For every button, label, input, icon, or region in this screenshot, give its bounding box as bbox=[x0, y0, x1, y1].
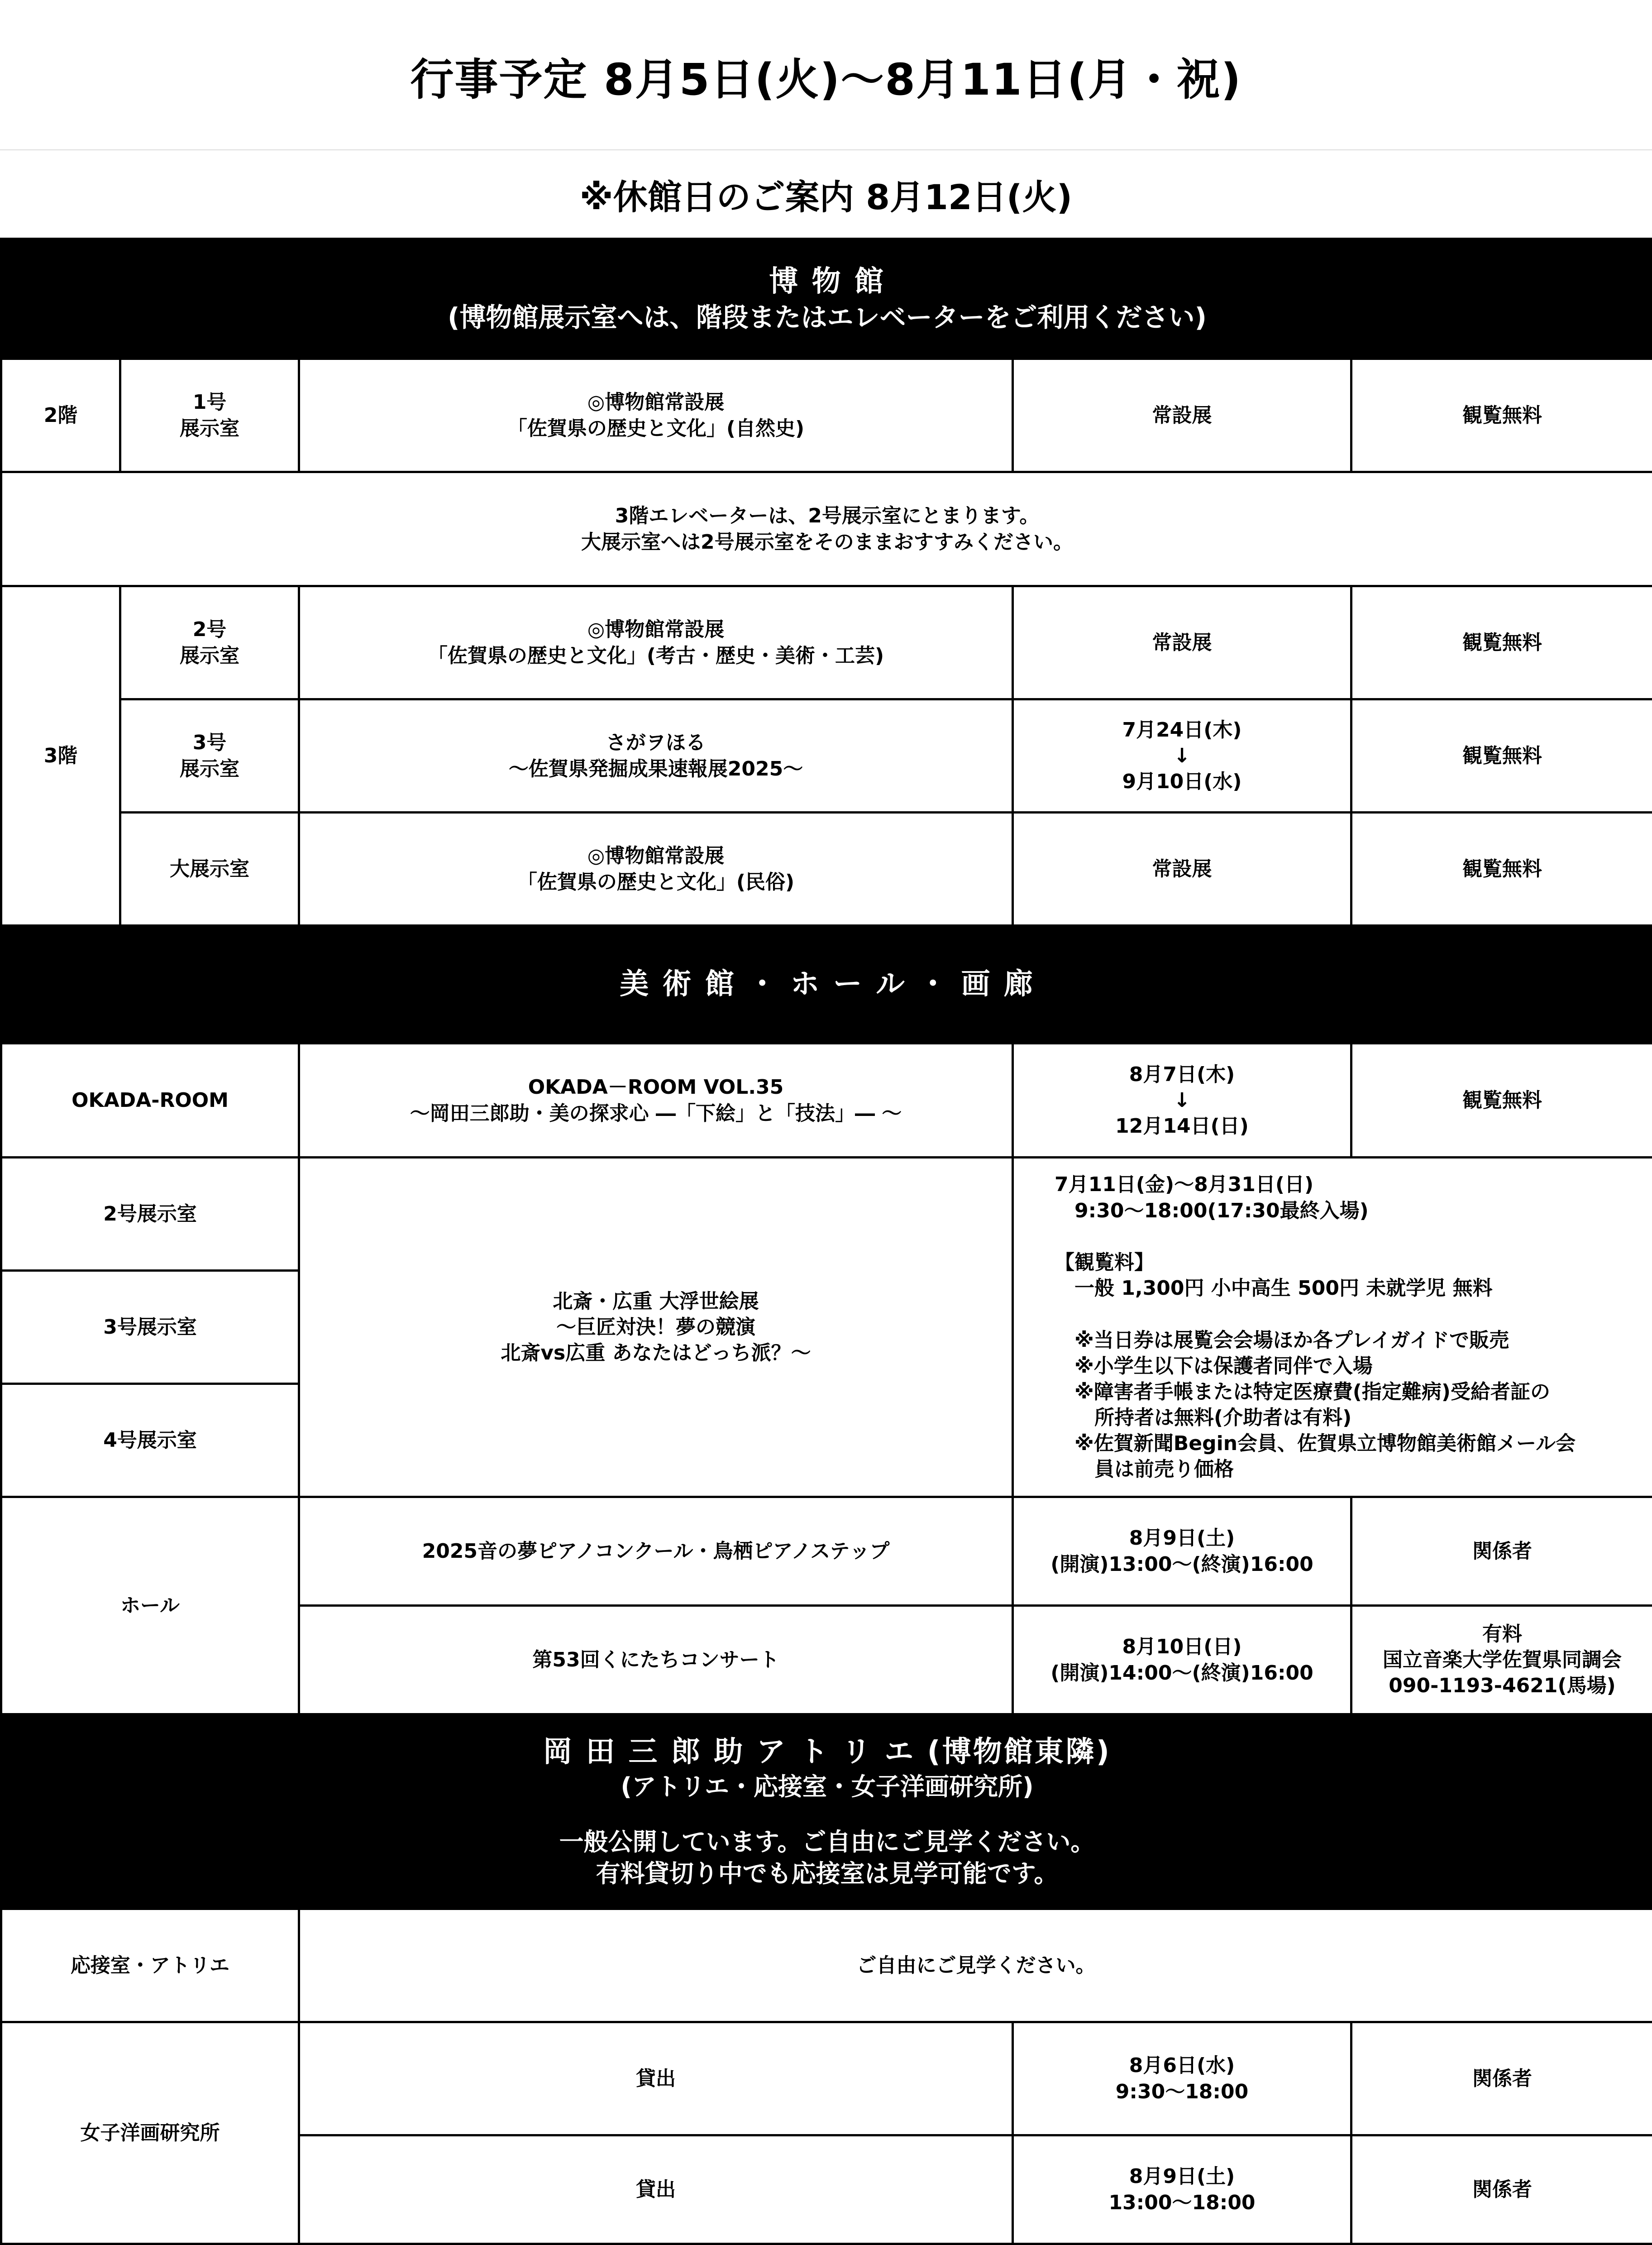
atelier-note: 一般公開しています。ご自由にご見学ください。 有料貸切り中でも応接室は見学可能です。 bbox=[2, 1826, 1652, 1890]
exhibit-period: 7月24日(木) ↓ 9月10日(水) bbox=[1013, 699, 1351, 813]
schedule-table bbox=[0, 238, 1652, 2245]
art-header bbox=[1, 926, 1652, 1044]
room-label: 大展示室 bbox=[120, 813, 299, 926]
room-label: OKADA-ROOM bbox=[1, 1044, 299, 1158]
art-header-row bbox=[1, 926, 1652, 1044]
museum-header bbox=[1, 239, 1652, 359]
table-row bbox=[1, 2022, 1652, 2135]
exhibit-period: 常設展 bbox=[1013, 359, 1351, 472]
table-row bbox=[1, 1497, 1652, 1606]
event-fee: 関係者 bbox=[1351, 1497, 1652, 1606]
room-label: 4号展示室 bbox=[1, 1384, 299, 1497]
exhibit-title: ◎博物館常設展 「佐賀県の歴史と文化」(自然史) bbox=[299, 359, 1013, 472]
event-period: 8月10日(日) (開演)14:00～(終演)16:00 bbox=[1013, 1606, 1351, 1714]
exhibit-fee: 観覧無料 bbox=[1351, 359, 1652, 472]
exhibit-fee: 観覧無料 bbox=[1351, 813, 1652, 926]
table-row bbox=[1, 699, 1652, 813]
room-label: 女子洋画研究所 bbox=[1, 2022, 299, 2244]
room-label: 応接室・アトリエ bbox=[1, 1909, 299, 2022]
table-row bbox=[1, 1909, 1652, 2022]
title-block bbox=[0, 0, 1652, 149]
museum-header-row bbox=[1, 239, 1652, 359]
atelier-heading: 岡 田 三 郎 助 ア ト リ エ (博物館東隣) bbox=[2, 1733, 1652, 1771]
exhibit-fee: 観覧無料 bbox=[1351, 1044, 1652, 1158]
event-fee: 関係者 bbox=[1351, 2135, 1652, 2244]
event-fee: 有料 国立音楽大学佐賀県同調会 090-1193-4621(馬場) bbox=[1351, 1606, 1652, 1714]
event-period: 8月9日(土) (開演)13:00～(終演)16:00 bbox=[1013, 1497, 1351, 1606]
room-label: 3号 展示室 bbox=[120, 699, 299, 813]
room-label: 2号展示室 bbox=[1, 1158, 299, 1271]
exhibit-details: 7月11日(金)～8月31日(日) 9:30～18:00(17:30最終入場) 【観覧料】 一般 1,300円 小中高生 500円 未就学児 無料 ※当日券は展覧会会場ほか各プレイガイドで販売 ※小学生以下は保護者同伴で入場 ※障害者手帳または特定医療費(指定難病)受給者証の 所持者は無料(介助者は有料) ※佐賀新聞Begin会員、佐賀県立博物館美術館メール会 員は前売り価格 bbox=[1013, 1158, 1652, 1497]
exhibit-title: ◎博物館常設展 「佐賀県の歴史と文化」(考古・歴史・美術・工芸) bbox=[299, 586, 1013, 699]
room-label: 3号展示室 bbox=[1, 1271, 299, 1384]
floor-label: 3階 bbox=[1, 586, 120, 926]
room-label: 2号 展示室 bbox=[120, 586, 299, 699]
event-period: 8月9日(土) 13:00～18:00 bbox=[1013, 2135, 1351, 2244]
table-row bbox=[1, 1158, 1652, 1271]
reception-text: ご自由にご見学ください。 bbox=[299, 1909, 1652, 2022]
atelier-subheading: (アトリエ・応接室・女子洋画研究所) bbox=[2, 1771, 1652, 1803]
closed-notice: ※休館日のご案内 8月12日(火) bbox=[0, 149, 1652, 239]
event-fee: 関係者 bbox=[1351, 2022, 1652, 2135]
exhibit-fee: 観覧無料 bbox=[1351, 699, 1652, 813]
event-title: 2025音の夢ピアノコンクール・鳥栖ピアノステップ bbox=[299, 1497, 1013, 1606]
table-row bbox=[1, 359, 1652, 472]
atelier-header-row bbox=[1, 1714, 1652, 1909]
event-title: 貸出 bbox=[299, 2135, 1013, 2244]
exhibit-title: ◎博物館常設展 「佐賀県の歴史と文化」(民俗) bbox=[299, 813, 1013, 926]
event-period: 8月6日(水) 9:30～18:00 bbox=[1013, 2022, 1351, 2135]
elevator-note: 3階エレベーターは、2号展示室にとまります。 大展示室へは2号展示室をそのままおすすみください。 bbox=[1, 472, 1652, 586]
event-title: 第53回くにたちコンサート bbox=[299, 1606, 1013, 1714]
exhibit-period: 常設展 bbox=[1013, 586, 1351, 699]
museum-heading: 博 物 館 bbox=[2, 263, 1652, 301]
atelier-header bbox=[1, 1714, 1652, 1909]
table-row bbox=[1, 1044, 1652, 1158]
exhibit-title: さがヲほる ～佐賀県発掘成果速報展2025～ bbox=[299, 699, 1013, 813]
page-title: 行事予定 8月5日(火)～8月11日(月・祝) bbox=[0, 45, 1652, 107]
floor-label: 2階 bbox=[1, 359, 120, 472]
table-row bbox=[1, 586, 1652, 699]
exhibit-period: 8月7日(木) ↓ 12月14日(日) bbox=[1013, 1044, 1351, 1158]
exhibit-fee: 観覧無料 bbox=[1351, 586, 1652, 699]
exhibit-title: 北斎・広重 大浮世絵展 ～巨匠対決！夢の競演 北斎vs広重 あなたはどっち派？～ bbox=[299, 1158, 1013, 1497]
exhibit-period: 常設展 bbox=[1013, 813, 1351, 926]
museum-subheading: (博物館展示室へは、階段またはエレベーターをご利用ください) bbox=[2, 301, 1652, 335]
exhibit-title: OKADA－ROOM VOL.35 ～岡田三郎助・美の探求心 ―「下絵」と「技法」― ～ bbox=[299, 1044, 1013, 1158]
event-title: 貸出 bbox=[299, 2022, 1013, 2135]
table-row bbox=[1, 813, 1652, 926]
table-row bbox=[1, 472, 1652, 586]
art-heading: 美 術 館 ・ ホ ー ル ・ 画 廊 bbox=[2, 966, 1652, 1003]
hall-label: ホール bbox=[1, 1497, 299, 1714]
room-label: 1号 展示室 bbox=[120, 359, 299, 472]
